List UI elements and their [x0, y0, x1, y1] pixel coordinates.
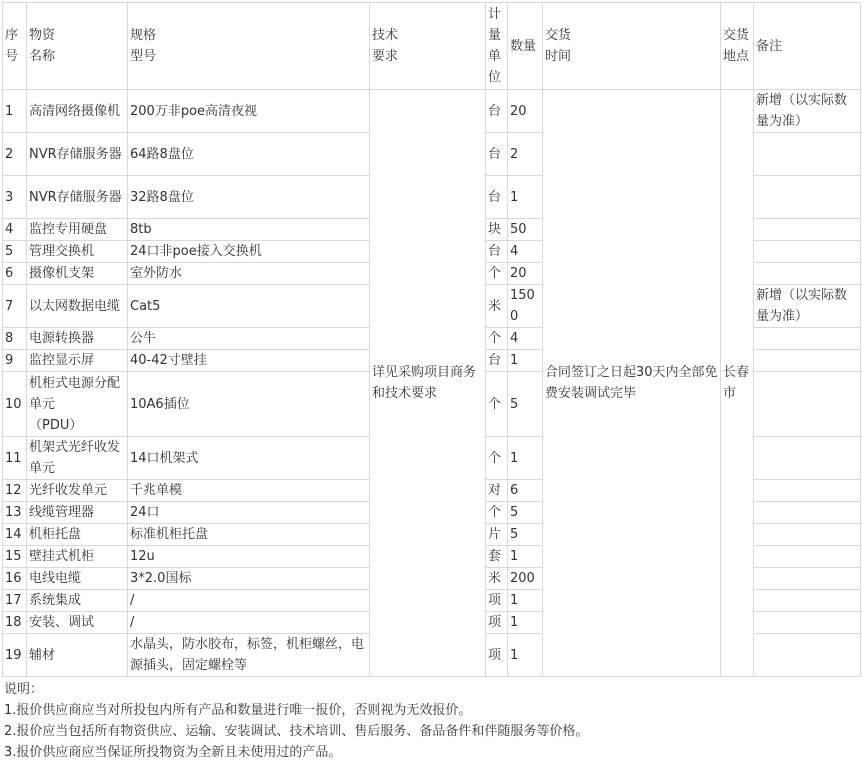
cell-remark: [754, 328, 861, 350]
cell-seq: 5: [3, 241, 27, 263]
cell-name: 壁挂式机柜: [27, 546, 128, 568]
cell-remark: [754, 437, 861, 480]
procurement-table: [2, 2, 861, 677]
cell-name: 监控显示屏: [27, 350, 128, 372]
cell-seq: 2: [3, 133, 27, 176]
cell-spec: 标准机柜托盘: [128, 524, 370, 546]
cell-seq: 16: [3, 568, 27, 590]
cell-remark: [754, 612, 861, 634]
cell-remark: [754, 263, 861, 285]
cell-unit: 米: [486, 285, 508, 328]
cell-tech-requirement: 详见采购项目商务和技术要求: [370, 90, 486, 677]
cell-remark: [754, 524, 861, 546]
cell-qty: 1500: [508, 285, 543, 328]
cell-unit: 项: [486, 590, 508, 612]
cell-qty: 1: [508, 634, 543, 677]
header-row: [3, 3, 861, 90]
cell-spec: 32路8盘位: [128, 176, 370, 219]
cell-unit: 台: [486, 241, 508, 263]
cell-name: 监控专用硬盘: [27, 219, 128, 241]
cell-spec: 200万非poe高清夜视: [128, 90, 370, 133]
cell-name: 安装、调试: [27, 612, 128, 634]
cell-unit: 个: [486, 328, 508, 350]
cell-spec: 24口非poe接入交换机: [128, 241, 370, 263]
cell-qty: 5: [508, 502, 543, 524]
cell-unit: 对: [486, 480, 508, 502]
cell-spec: 公牛: [128, 328, 370, 350]
cell-seq: 7: [3, 285, 27, 328]
cell-qty: 5: [508, 372, 543, 437]
cell-qty: 50: [508, 219, 543, 241]
cell-qty: 1: [508, 437, 543, 480]
cell-remark: [754, 350, 861, 372]
cell-seq: 8: [3, 328, 27, 350]
cell-qty: 1: [508, 350, 543, 372]
cell-seq: 10: [3, 372, 27, 437]
notes-title: 说明：: [4, 682, 44, 697]
cell-unit: 项: [486, 612, 508, 634]
cell-seq: 15: [3, 546, 27, 568]
cell-unit: 套: [486, 546, 508, 568]
cell-qty: 200: [508, 568, 543, 590]
header-remark: 备注: [754, 3, 861, 90]
cell-unit: 片: [486, 524, 508, 546]
header-unit: 计 量 单 位: [486, 3, 508, 90]
header-delivery-time: 交货 时间: [543, 3, 721, 90]
cell-spec: 室外防水: [128, 263, 370, 285]
cell-name: 高清网络摄像机: [27, 90, 128, 133]
cell-name: 辅材: [27, 634, 128, 677]
cell-qty: 4: [508, 241, 543, 263]
cell-seq: 19: [3, 634, 27, 677]
cell-name: 机柜式电源分配单元 （PDU）: [27, 372, 128, 437]
cell-name: 以太网数据电缆: [27, 285, 128, 328]
cell-remark: [754, 546, 861, 568]
cell-spec: 14口机架式: [128, 437, 370, 480]
cell-name: 管理交换机: [27, 241, 128, 263]
header-spec: 规格 型号: [128, 3, 370, 90]
cell-unit: 台: [486, 90, 508, 133]
cell-qty: 1: [508, 612, 543, 634]
cell-name: 摄像机支架: [27, 263, 128, 285]
cell-name: 电线电缆: [27, 568, 128, 590]
note-item: 3.报价供应商应当保证所投物资为全新且未使用过的产品。: [4, 745, 342, 760]
cell-seq: 17: [3, 590, 27, 612]
cell-seq: 11: [3, 437, 27, 480]
cell-unit: 个: [486, 437, 508, 480]
cell-spec: 8tb: [128, 219, 370, 241]
cell-unit: 台: [486, 133, 508, 176]
cell-spec: 千兆单模: [128, 480, 370, 502]
cell-qty: 1: [508, 590, 543, 612]
cell-seq: 13: [3, 502, 27, 524]
cell-name: 线缆管理器: [27, 502, 128, 524]
cell-unit: 米: [486, 568, 508, 590]
cell-unit: 个: [486, 372, 508, 437]
cell-name: NVR存储服务器: [27, 176, 128, 219]
cell-unit: 个: [486, 263, 508, 285]
cell-spec: /: [128, 590, 370, 612]
header-tech: 技术 要求: [370, 3, 486, 90]
cell-qty: 5: [508, 524, 543, 546]
header-qty: 数量: [508, 3, 543, 90]
cell-qty: 4: [508, 328, 543, 350]
header-name: 物资 名称: [27, 3, 128, 90]
cell-seq: 12: [3, 480, 27, 502]
cell-qty: 2: [508, 133, 543, 176]
cell-seq: 1: [3, 90, 27, 133]
cell-spec: Cat5: [128, 285, 370, 328]
cell-remark: [754, 219, 861, 241]
table-row: [3, 90, 861, 133]
cell-name: 电源转换器: [27, 328, 128, 350]
cell-remark: [754, 502, 861, 524]
cell-unit: 台: [486, 176, 508, 219]
cell-remark: [754, 133, 861, 176]
cell-qty: 1: [508, 176, 543, 219]
cell-delivery-time: 合同签订之日起30天内全部免费安装调试完毕: [543, 90, 721, 677]
cell-name: 机架式光纤收发单元: [27, 437, 128, 480]
cell-spec: 水晶头，防水胶布，标签，机柜螺丝，电源插头，固定螺栓等: [128, 634, 370, 677]
cell-name: 系统集成: [27, 590, 128, 612]
cell-unit: 项: [486, 634, 508, 677]
cell-qty: 6: [508, 480, 543, 502]
cell-seq: 4: [3, 219, 27, 241]
cell-remark: [754, 568, 861, 590]
cell-remark: [754, 590, 861, 612]
cell-remark: 新增（以实际数量为准）: [754, 90, 861, 133]
cell-spec: 3*2.0国标: [128, 568, 370, 590]
cell-spec: 64路8盘位: [128, 133, 370, 176]
note-item: 2.报价应当包括所有物资供应、运输、安装调试、技术培训、售后服务、备品备件和伴随服务等价格。: [4, 724, 589, 739]
cell-name: 光纤收发单元: [27, 480, 128, 502]
cell-seq: 14: [3, 524, 27, 546]
cell-seq: 9: [3, 350, 27, 372]
notes: [4, 679, 863, 763]
cell-remark: [754, 634, 861, 677]
cell-remark: 新增（以实际数量为准）: [754, 285, 861, 328]
cell-qty: 20: [508, 263, 543, 285]
cell-remark: [754, 176, 861, 219]
cell-spec: 12u: [128, 546, 370, 568]
note-item: 1.报价供应商应当对所投包内所有产品和数量进行唯一报价，否则视为无效报价。: [4, 703, 472, 718]
cell-qty: 1: [508, 546, 543, 568]
cell-seq: 18: [3, 612, 27, 634]
header-seq: 序 号: [3, 3, 27, 90]
cell-remark: [754, 241, 861, 263]
cell-seq: 3: [3, 176, 27, 219]
cell-remark: [754, 480, 861, 502]
header-delivery-place: 交货 地点: [721, 3, 754, 90]
cell-spec: 10A6插位: [128, 372, 370, 437]
cell-spec: /: [128, 612, 370, 634]
cell-remark: [754, 372, 861, 437]
cell-name: NVR存储服务器: [27, 133, 128, 176]
cell-name: 机柜托盘: [27, 524, 128, 546]
cell-unit: 个: [486, 502, 508, 524]
cell-delivery-place: 长春市: [721, 90, 754, 677]
cell-spec: 24口: [128, 502, 370, 524]
cell-spec: 40-42寸壁挂: [128, 350, 370, 372]
cell-unit: 块: [486, 219, 508, 241]
cell-seq: 6: [3, 263, 27, 285]
cell-unit: 台: [486, 350, 508, 372]
cell-qty: 20: [508, 90, 543, 133]
